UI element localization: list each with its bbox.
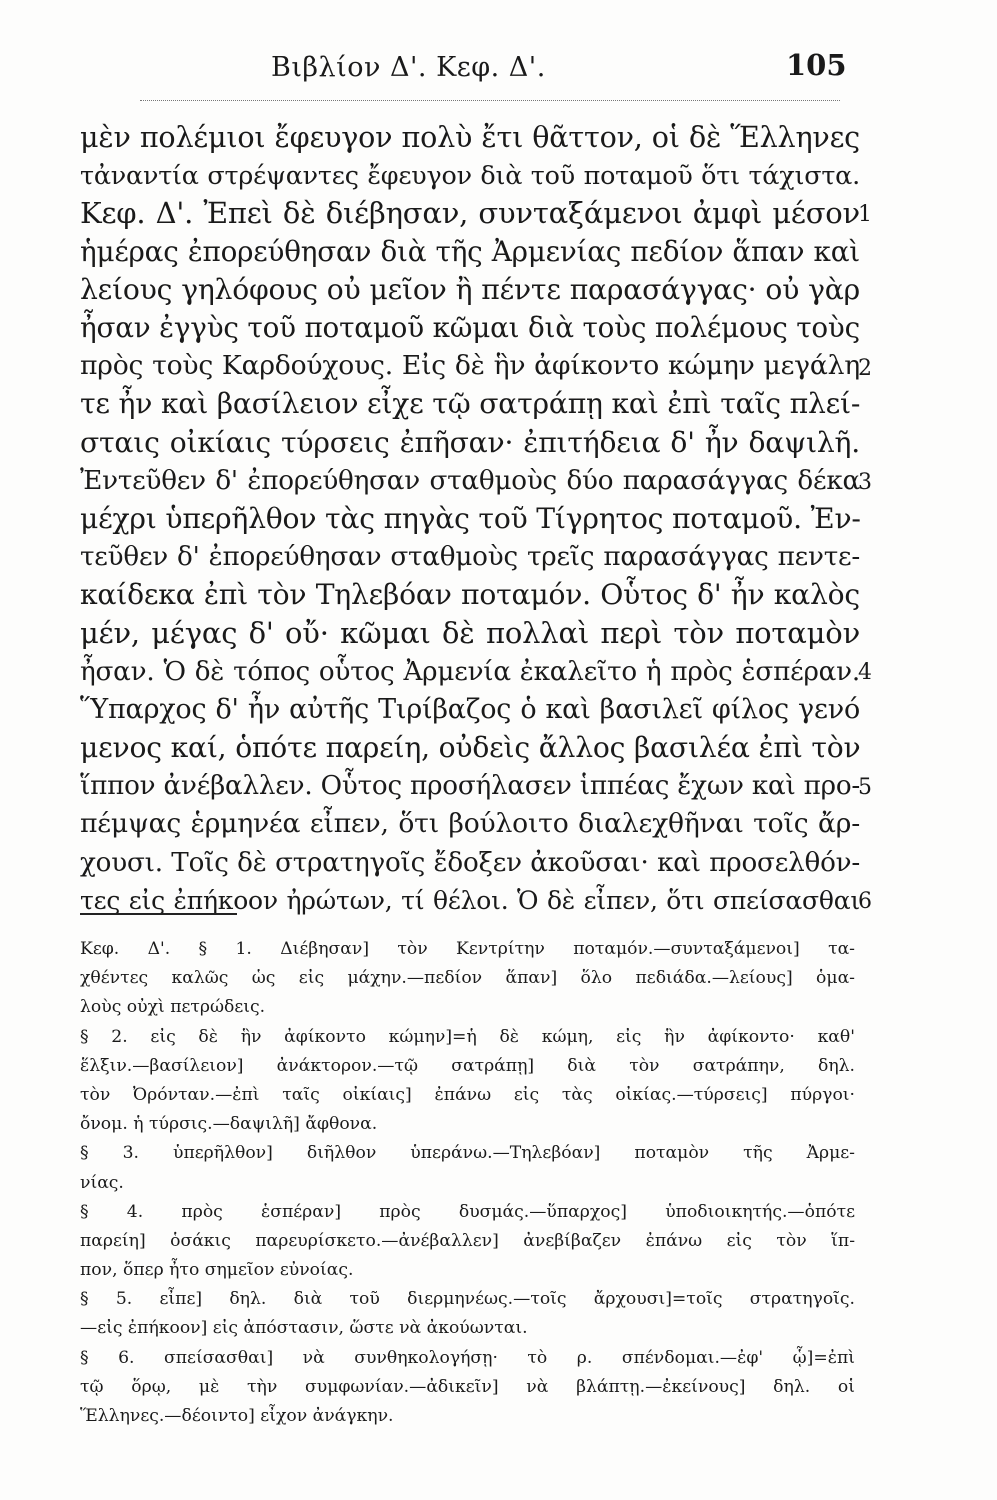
text-line: λείους γηλόφους οὐ μεῖον ἢ πέντε παρασάγγας· οὐ γὰρ xyxy=(80,272,860,306)
footnote-rule xyxy=(80,913,237,915)
footnote-line: § 5. εἶπε] δηλ. διὰ τοῦ διερμηνέως.—τοῖς ἄρχουσι]=τοῖς στρατηγοῖς. xyxy=(80,1289,855,1310)
text-line: τες εἰς ἐπήκοον ἠρώτων, τί θέλοι. Ὁ δὲ εἶπεν, ὅτι σπείσασθαι xyxy=(80,885,860,915)
footnote-line: Ἕλληνες.—δέοιντο] εἶχον ἀνάγκην. xyxy=(80,1406,394,1426)
main-text xyxy=(80,118,860,920)
text-line: τε ἦν καὶ βασίλειον εἶχε τῷ σατράπῃ καὶ ἐπὶ ταῖς πλεί- xyxy=(80,387,861,421)
footnote-line: λοὺς οὐχὶ πετρώδεις. xyxy=(80,997,266,1018)
footnote-line: § 6. σπείσασθαι] νὰ συνθηκολογήσῃ· τὸ ρ. σπένδομαι.—ἐφ' ᾧ]=ἐπὶ xyxy=(80,1347,855,1368)
text-line: ἦσαν. Ὁ δὲ τόπος οὗτος Ἀρμενία ἐκαλεῖτο ἡ πρὸς ἑσπέραν. xyxy=(80,656,860,687)
text-line: Κεφ. Δ'. Ἐπεὶ δὲ διέβησαν, συνταξάμενοι ἀμφὶ μέσον xyxy=(80,196,860,231)
footnote-line: χθέντες καλῶς ὡς εἰς μάχην.—πεδίον ἅπαν] ὅλο πεδιάδα.—λείους] ὁμα- xyxy=(80,968,855,989)
text-line: Ὕπαρχος δ' ἦν αὐτῆς Τιρίβαζος ὁ καὶ βασιλεῖ φίλος γενό xyxy=(80,693,860,725)
footnote-line: § 2. εἰς δὲ ἣν ἀφίκοντο κώμην]=ἡ δὲ κώμη, εἰς ἣν ἀφίκοντο· καθ' xyxy=(80,1026,855,1047)
text-line: μενος καί, ὁπότε παρείη, οὐδεὶς ἄλλος βασιλέα ἐπὶ τὸν xyxy=(80,731,861,764)
section-number: 3 xyxy=(858,470,872,495)
text-line: σταις οἰκίαις τύρσεις ἐπῆσαν· ἐπιτήδεια δ' ἦν δαψιλῆ. xyxy=(80,425,860,459)
footnote-line: Κεφ. Δ'. § 1. Διέβησαν] τὸν Κεντρίτην ποταμόν.—συνταξάμενοι] τα- xyxy=(80,939,855,959)
section-number: 1 xyxy=(858,202,872,227)
footnotes xyxy=(80,935,855,1431)
text-line: μὲν πολέμιοι ἔφευγον πολὺ ἔτι θᾶττον, οἱ δὲ Ἕλληνες xyxy=(80,120,860,154)
section-number: 5 xyxy=(858,775,872,800)
footnote-line: ὄνομ. ἡ τύρσις.—δαψιλῆ] ἄφθονα. xyxy=(80,1114,378,1135)
text-line: μέχρι ὑπερῆλθον τὰς πηγὰς τοῦ Τίγρητος ποταμοῦ. Ἐν- xyxy=(80,501,861,535)
text-line: τεῦθεν δ' ἐπορεύθησαν σταθμοὺς τρεῖς παρασάγγας πεντε- xyxy=(80,542,860,573)
footnote-line: τὸν Ὀρόνταν.—ἐπὶ ταῖς οἰκίαις] ἐπάνω εἰς τὰς οἰκίας.—τύρσεις] πύργοι· xyxy=(80,1084,855,1105)
text-line: ἵππον ἀνέβαλλεν. Οὗτος προσήλασεν ἱππέας ἔχων καὶ προ- xyxy=(80,771,861,802)
header-rule xyxy=(140,100,840,101)
footnote-line: § 4. πρὸς ἑσπέραν] πρὸς δυσμάς.—ὕπαρχος] ὑποδιοικητής.—ὁπότε xyxy=(80,1201,855,1222)
text-line: χουσι. Τοῖς δὲ στρατηγοῖς ἔδοξεν ἀκοῦσαι· καὶ προσελθόν- xyxy=(80,847,860,878)
running-title: Βιβλίον Δ'. Κεφ. Δ'. xyxy=(271,52,546,83)
footnote-line: τῷ ὅρῳ, μὲ τὴν συμφωνίαν.—ἀδικεῖν] νὰ βλάπτῃ.—ἐκείνους] δηλ. οἱ xyxy=(80,1376,855,1397)
text-line: τἀναντία στρέψαντες ἔφευγον διὰ τοῦ ποταμοῦ ὅτι τάχιστα. xyxy=(80,160,860,191)
text-line: Ἐντεῦθεν δ' ἐπορεύθησαν σταθμοὺς δύο παρασάγγας δέκα xyxy=(80,465,860,496)
footnote-line: § 3. ὑπερῆλθον] διῆλθον ὑπεράνω.—Τηλεβόαν] ποταμὸν τῆς Ἀρμε- xyxy=(80,1143,855,1164)
text-line: μέν, μέγας δ' οὔ· κῶμαι δὲ πολλαὶ περὶ τὸν ποταμὸν xyxy=(80,616,860,651)
text-line: καίδεκα ἐπὶ τὸν Τηλεβόαν ποταμόν. Οὗτος δ' ἦν καλὸς xyxy=(80,578,860,612)
footnote-line: νίας. xyxy=(80,1172,124,1193)
footnote-line: —εἰς ἐπήκοον] εἰς ἀπόστασιν, ὥστε νὰ ἀκούωνται. xyxy=(80,1318,528,1339)
section-number: 2 xyxy=(858,356,872,381)
text-line: πρὸς τοὺς Καρδούχους. Εἰς δὲ ἣν ἀφίκοντο κώμην μεγάλη xyxy=(80,350,860,382)
footnote-line: πον, ὅπερ ἦτο σημεῖον εὐνοίας. xyxy=(80,1260,354,1281)
footnote-line: ἕλξιν.—βασίλειον] ἀνάκτορον.—τῷ σατράπῃ] διὰ τὸν σατράπην, δηλ. xyxy=(80,1055,855,1076)
section-number: 4 xyxy=(858,660,872,685)
page-number: 105 xyxy=(786,48,847,82)
page-header xyxy=(0,48,997,92)
footnote-line: παρείη] ὁσάκις παρευρίσκετο.—ἀνέβαλλεν] ἀνεβίβαζεν ἐπάνω εἰς τὸν ἵπ- xyxy=(80,1230,855,1251)
text-line: πέμψας ἑρμηνέα εἶπεν, ὅτι βούλοιτο διαλεχθῆναι τοῖς ἄρ- xyxy=(80,808,860,840)
text-line: ἡμέρας ἐπορεύθησαν διὰ τῆς Ἀρμενίας πεδίον ἅπαν καὶ xyxy=(80,234,860,268)
text-line: ἦσαν ἐγγὺς τοῦ ποταμοῦ κῶμαι διὰ τοὺς πολέμους τοὺς xyxy=(80,310,860,344)
section-number: 6 xyxy=(858,889,872,914)
